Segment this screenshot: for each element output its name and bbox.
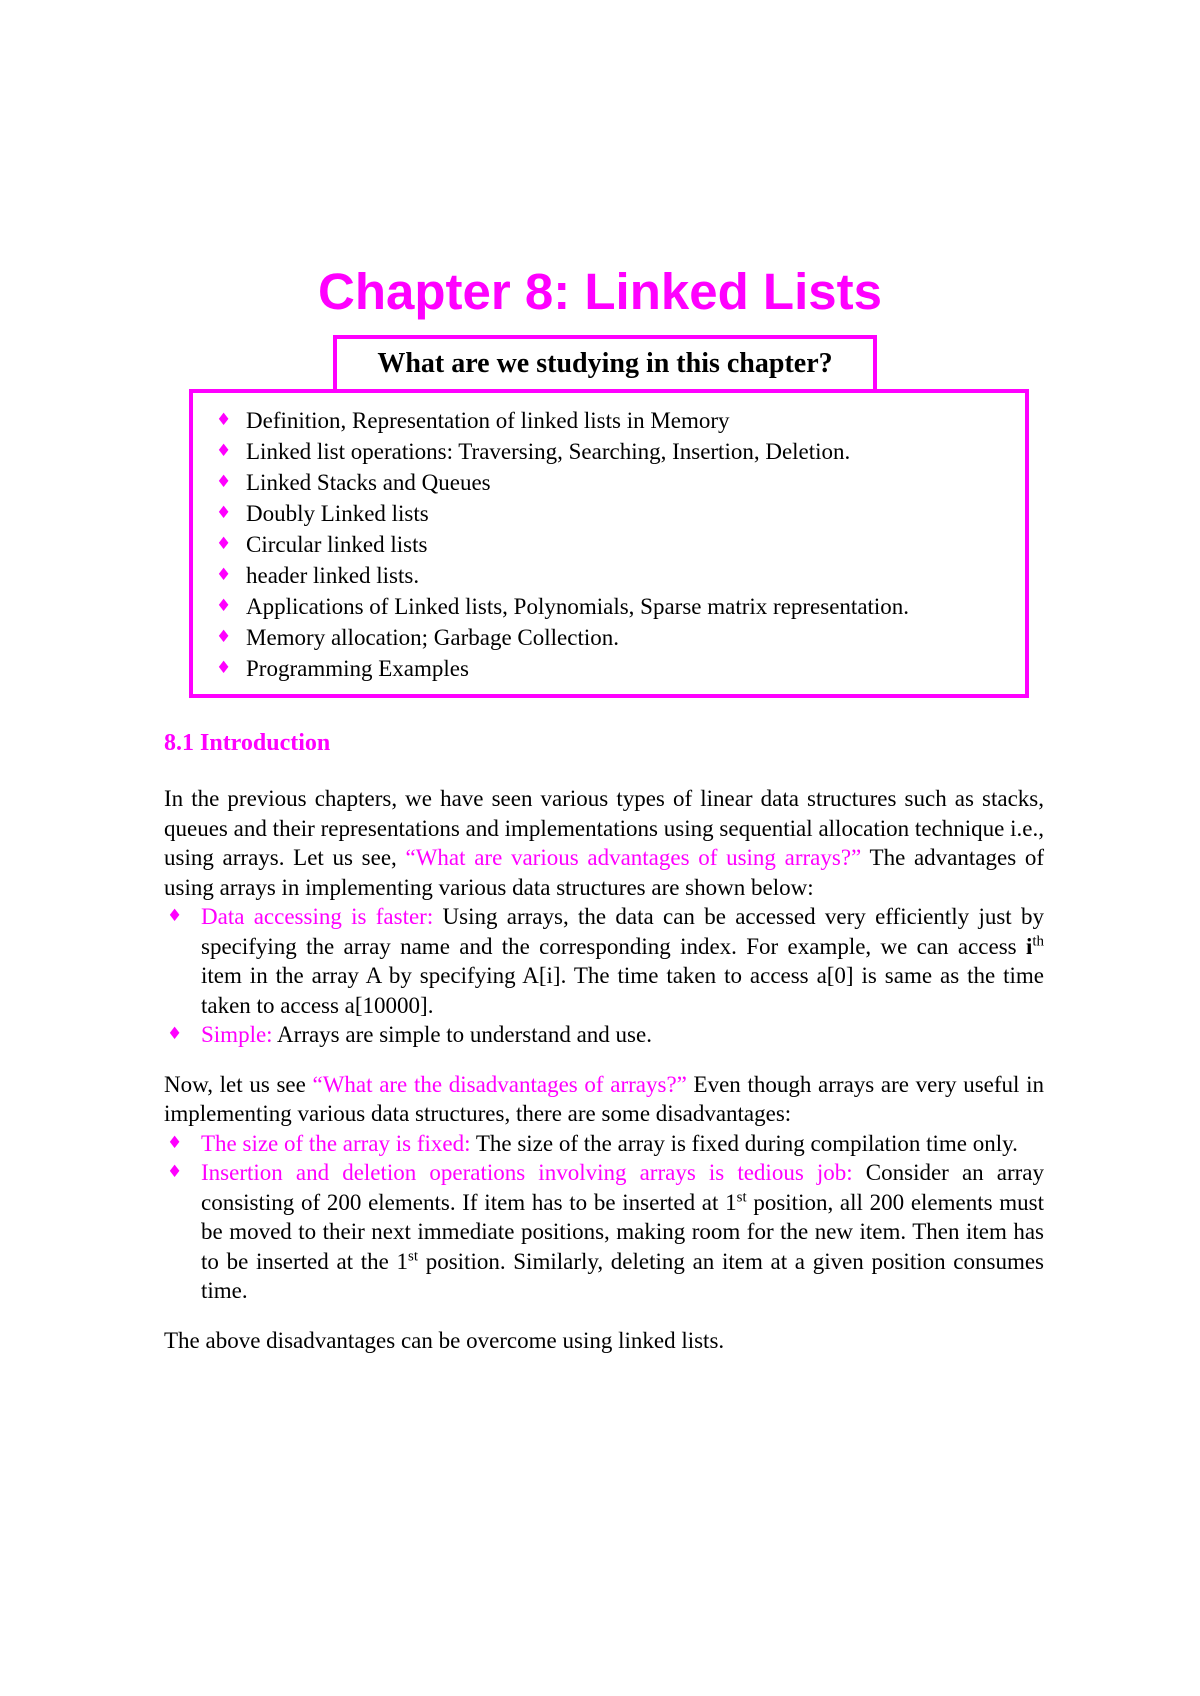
topic-item: ♦ Linked Stacks and Queues [213, 467, 1025, 498]
disadvantage-label: The size of the array is fixed: [201, 1130, 471, 1156]
diamond-bullet-icon: ♦ [167, 1024, 183, 1044]
chapter-title: Chapter 8: Linked Lists [318, 263, 882, 320]
diamond-bullet-icon: ♦ [167, 1162, 183, 1182]
topic-item: ♦ Definition, Representation of linked lists in Memory [213, 405, 1025, 436]
study-heading: What are we studying in this chapter? [377, 348, 833, 379]
diamond-bullet-icon: ♦ [167, 906, 183, 926]
diamond-bullet-icon: ♦ [216, 658, 232, 678]
topic-item: ♦ Doubly Linked lists [213, 498, 1025, 529]
diamond-bullet-icon: ♦ [167, 1132, 183, 1153]
topic-item: ♦ header linked lists. [213, 560, 1025, 591]
advantages-list [164, 902, 1044, 1050]
topic-item: ♦ Memory allocation; Garbage Collection. [213, 622, 1025, 653]
topic-list [213, 405, 1025, 684]
diamond-bullet-icon: ♦ [216, 503, 232, 523]
topic-item: ♦ Applications of Linked lists, Polynomials, Sparse matrix representation. [213, 591, 1025, 622]
topic-item: ♦ Circular linked lists [213, 529, 1025, 560]
conclusion-paragraph: The above disadvantages can be overcome using linked lists. [164, 1327, 725, 1353]
advantages-question: “What are various advantages of using arrays?” [405, 845, 862, 870]
study-heading-box [333, 335, 877, 389]
section-heading: 8.1 Introduction [164, 730, 331, 756]
disadvantage-item: ♦ Insertion and deletion operations involving arrays is tedious job: Consider an array consisting of 200 elements. If item has to be inserted at 1st position, all 200 elements must be moved to their next immediate positions, making room for the new item. Then item has to be inserted at the 1st position. Similarly, deleting an item at a given position consumes time. [167, 1160, 1045, 1303]
diamond-bullet-icon: ♦ [216, 472, 232, 492]
topic-item: ♦ Programming Examples [213, 653, 1025, 684]
advantage-item: ♦ Simple: Arrays are simple to understand and use. [164, 1020, 1044, 1050]
disadvantages-list [164, 1129, 1044, 1306]
disadvantages-question: “What are the disadvantages of arrays?” [312, 1071, 687, 1097]
advantage-label: Data accessing is faster: [201, 904, 434, 929]
disadvantage-label: Insertion and deletion operations involving arrays is tedious job: [201, 1160, 853, 1185]
chapter-topics-box [189, 389, 1029, 698]
diamond-bullet-icon: ♦ [216, 441, 232, 461]
advantage-item: ♦ Data accessing is faster: Using arrays, the data can be accessed very efficiently just by specifying the array name and the corresponding index. For example, we can access $i^{th}$ item in the array A by specifying A[i]. The time taken to access a[0] is same as the time taken to access a[10000]. [167, 904, 1044, 1018]
diamond-bullet-icon: ♦ [216, 410, 232, 430]
disadvantage-item: ♦ The size of the array is fixed: The size of the array is fixed during compilation time only. [164, 1129, 1044, 1159]
intro-paragraph: In the previous chapters, we have seen various types of linear data structures such as stacks, queues and their representations and implementations using sequential allocation technique i.e., using arrays. Let us see, “What are various advantages of using arrays?” The advantages of using arrays in implementing various data structures are shown below: [164, 786, 1044, 900]
diamond-bullet-icon: ♦ [216, 596, 232, 616]
topic-item: ♦ Linked list operations: Traversing, Searching, Insertion, Deletion. [213, 436, 1025, 467]
disadvantages-paragraph: Now, let us see “What are the disadvantages of arrays?” Even though arrays are very useful in implementing various data structures, there are some disadvantages: [164, 1071, 1044, 1126]
diamond-bullet-icon: ♦ [216, 565, 232, 585]
diamond-bullet-icon: ♦ [216, 627, 232, 647]
diamond-bullet-icon: ♦ [216, 534, 232, 554]
advantage-label: Simple: [201, 1022, 273, 1047]
section-body [164, 784, 1044, 1355]
